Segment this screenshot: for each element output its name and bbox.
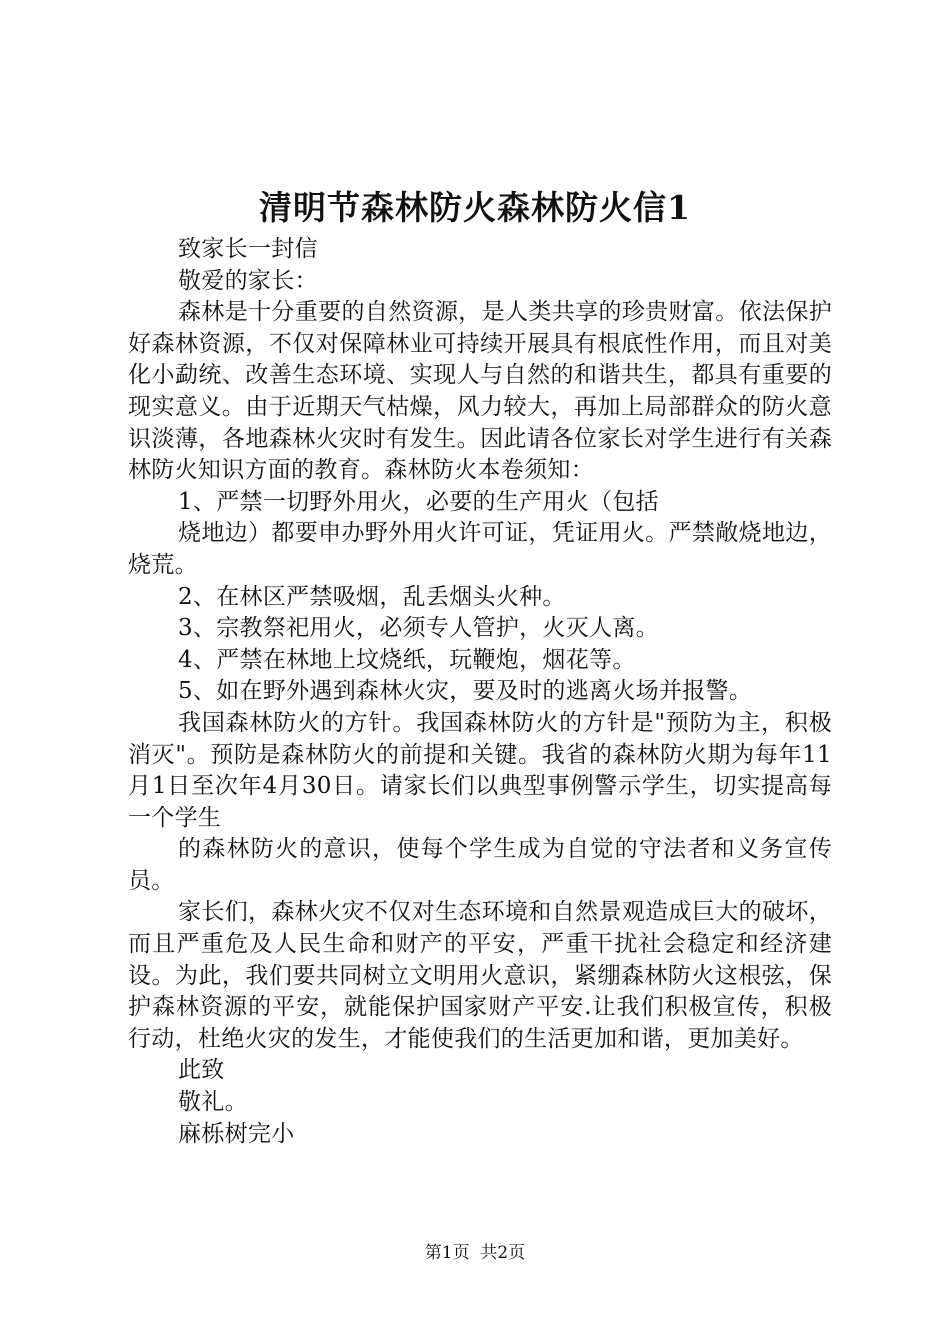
paragraph-appeal: 家长们，森林火灾不仅对生态环境和自然景观造成巨大的破坏，而且严重危及人民生命和财产的平安，严重干扰社会稳定和经济建设。为此，我们要共同树立文明用火意识，紧绷森林防火这根弦，保护森林资源的平安，就能保护国家财产平安.让我们积极宣传，积极行动，杜绝火灾的发生，才能使我们的生活更加和谐，更加美好。 — [128, 899, 832, 1052]
rule-3: 3、宗教祭祀用火，必须专人管护，火灭人离。 — [178, 615, 659, 642]
paragraph-policy-continued: 的森林防火的意识，使每个学生成为自觉的守法者和义务宣传员。 — [128, 836, 832, 894]
closing-ci-zhi: 此致 — [178, 1057, 225, 1084]
rule-4: 4、严禁在林地上坟烧纸，玩鞭炮，烟花等。 — [178, 646, 636, 673]
page-footer: 第1页 共2页 — [424, 1243, 526, 1263]
paragraph-intro: 森林是十分重要的自然资源，是人类共享的珍贵财富。依法保护好森林资源，不仅对保障林业可持续开展具有根底性作用，而且对美化小勐统、改善生态环境、实现人与自然的和谐共生，都具有重要的现实意义。由于近期天气枯燥，风力较大，再加上局部群众的防火意识淡薄，各地森林火灾时有发生。因此请各位家长对学生进行有关森林防火知识方面的教育。森林防火本卷须知： — [128, 299, 832, 484]
rule-1-continued: 烧地边）都要申办野外用火许可证，凭证用火。严禁敞烧地边，烧荒。 — [128, 520, 832, 578]
rule-2: 2、在林区严禁吸烟，乱丢烟头火种。 — [178, 583, 566, 610]
document-title: 清明节森林防火森林防火信1 — [259, 188, 691, 227]
rule-1: 1、严禁一切野外用火，必要的生产用火（包括 — [178, 488, 659, 515]
rule-5: 5、如在野外遇到森林火灾，要及时的逃离火场并报警。 — [178, 678, 753, 705]
signature: 麻栎树完小 — [178, 1120, 295, 1147]
letter-heading: 致家长一封信 — [178, 236, 318, 262]
paragraph-policy: 我国森林防火的方针。我国森林防火的方针是"预防为主，积极消灭"。预防是森林防火的前提和关键。我省的森林防火期为每年11月1日至次年4月30日。请家长们以典型事例警示学生，切实提高每一个学生 — [128, 709, 832, 831]
salutation: 敬爱的家长： — [178, 267, 318, 294]
letter-body — [128, 234, 832, 1150]
closing-jing-li: 敬礼。 — [178, 1089, 248, 1116]
